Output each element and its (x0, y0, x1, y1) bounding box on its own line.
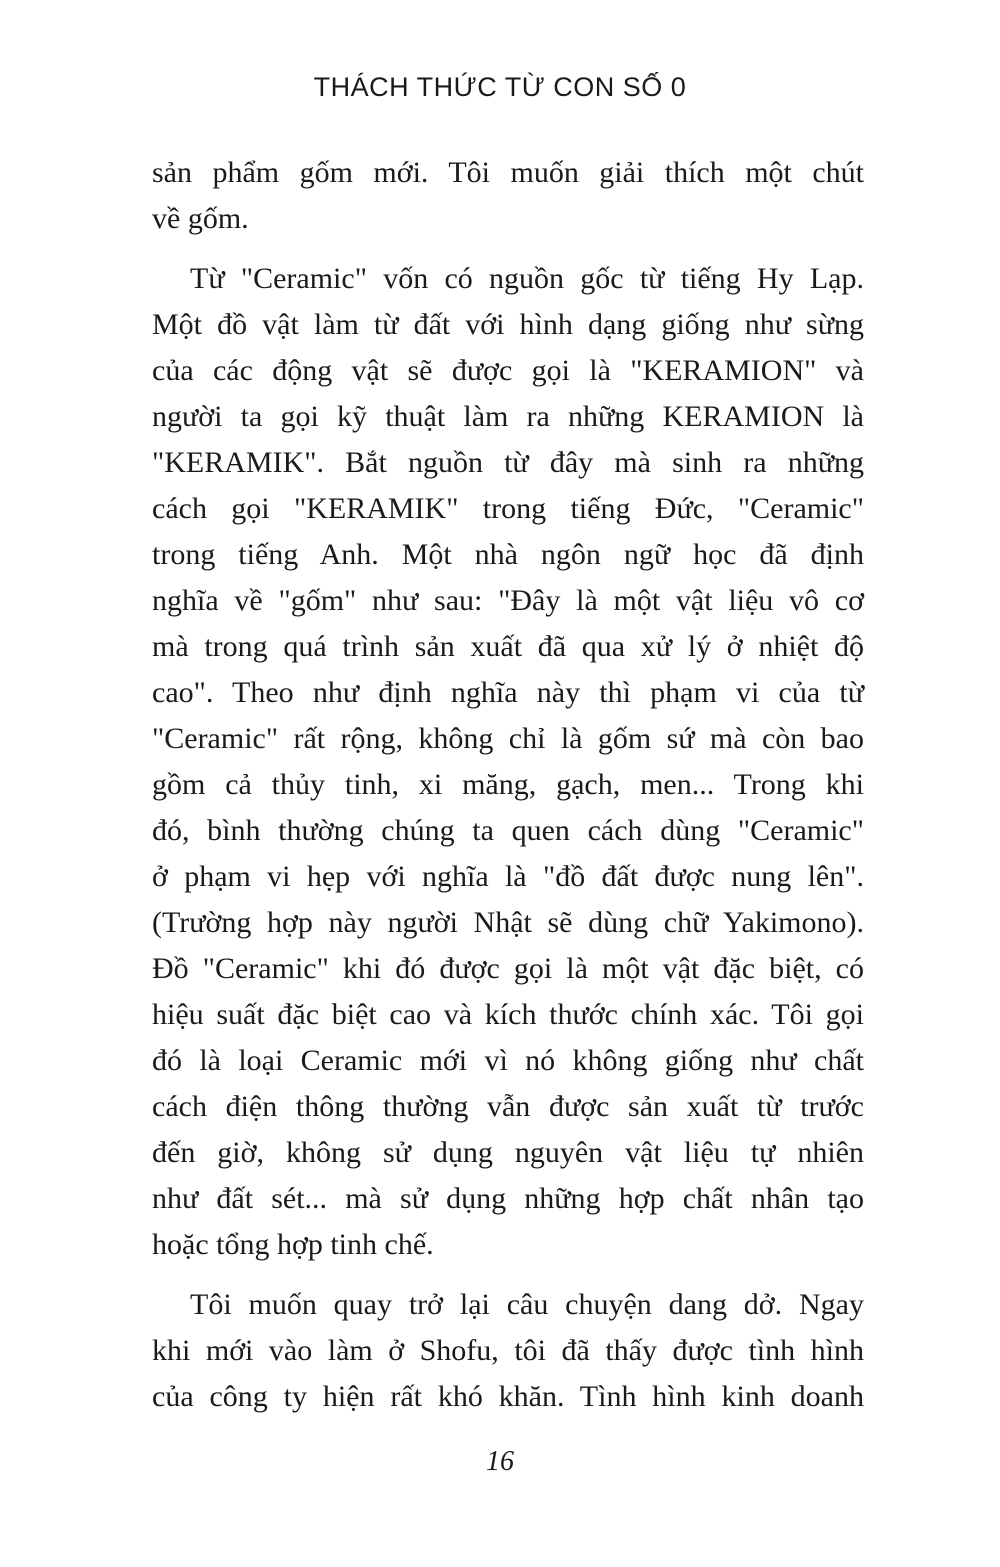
text-line: cách điện thông thường vẫn được sản xuất từ trước (152, 1090, 864, 1123)
text-line: trong tiếng Anh. Một nhà ngôn ngữ học đã định (152, 538, 864, 571)
text-line: Đồ "Ceramic" khi đó được gọi là một vật đặc biệt, có (152, 952, 864, 985)
text-line: (Trường hợp này người Nhật sẽ dùng chữ Yakimono). (152, 906, 864, 939)
text-line: đó, bình thường chúng ta quen cách dùng "Ceramic" (152, 814, 864, 847)
text-line: "Ceramic" rất rộng, không chỉ là gốm sứ mà còn bao (152, 722, 864, 755)
paragraph-3 (152, 1282, 864, 1420)
paragraph-1 (152, 150, 864, 242)
text-line: mà trong quá trình sản xuất đã qua xử lý ở nhiệt độ (152, 630, 864, 663)
page-number: 16 (486, 1446, 514, 1477)
text-line: sản phẩm gốm mới. Tôi muốn giải thích một chút (152, 156, 864, 189)
page-body (152, 150, 864, 1420)
text-line: của các động vật sẽ được gọi là "KERAMION" và (152, 354, 864, 387)
text-line: "KERAMIK". Bắt nguồn từ đây mà sinh ra những (152, 446, 864, 479)
text-line: của công ty hiện rất khó khăn. Tình hình kinh doanh (152, 1380, 864, 1413)
text-line: người ta gọi kỹ thuật làm ra những KERAMION là (152, 400, 864, 433)
text-line: gồm cả thủy tinh, xi măng, gạch, men... Trong khi (152, 768, 864, 801)
text-line: ở phạm vi hẹp với nghĩa là "đồ đất được nung lên". (152, 860, 864, 893)
text-line: đó là loại Ceramic mới vì nó không giống như chất (152, 1044, 864, 1077)
paragraph-2 (152, 256, 864, 1268)
text-line: Một đồ vật làm từ đất với hình dạng giống như sừng (152, 308, 864, 341)
text-line: về gốm. (152, 202, 249, 235)
text-line: đến giờ, không sử dụng nguyên vật liệu tự nhiên (152, 1136, 864, 1169)
text-line: Tôi muốn quay trở lại câu chuyện dang dở. Ngay (190, 1288, 864, 1321)
text-line: hoặc tổng hợp tinh chế. (152, 1228, 434, 1261)
text-line: cao". Theo như định nghĩa này thì phạm vi của từ (152, 676, 864, 709)
running-header: THÁCH THỨC TỪ CON SỐ 0 (313, 72, 687, 102)
text-line: Từ "Ceramic" vốn có nguồn gốc từ tiếng Hy Lạp. (190, 262, 864, 295)
text-line: cách gọi "KERAMIK" trong tiếng Đức, "Ceramic" (152, 492, 864, 525)
text-line: như đất sét... mà sử dụng những hợp chất nhân tạo (152, 1182, 864, 1215)
text-line: hiệu suất đặc biệt cao và kích thước chính xác. Tôi gọi (152, 998, 864, 1031)
text-line: khi mới vào làm ở Shofu, tôi đã thấy được tình hình (152, 1334, 864, 1367)
text-line: nghĩa về "gốm" như sau: "Đây là một vật liệu vô cơ (152, 584, 864, 617)
